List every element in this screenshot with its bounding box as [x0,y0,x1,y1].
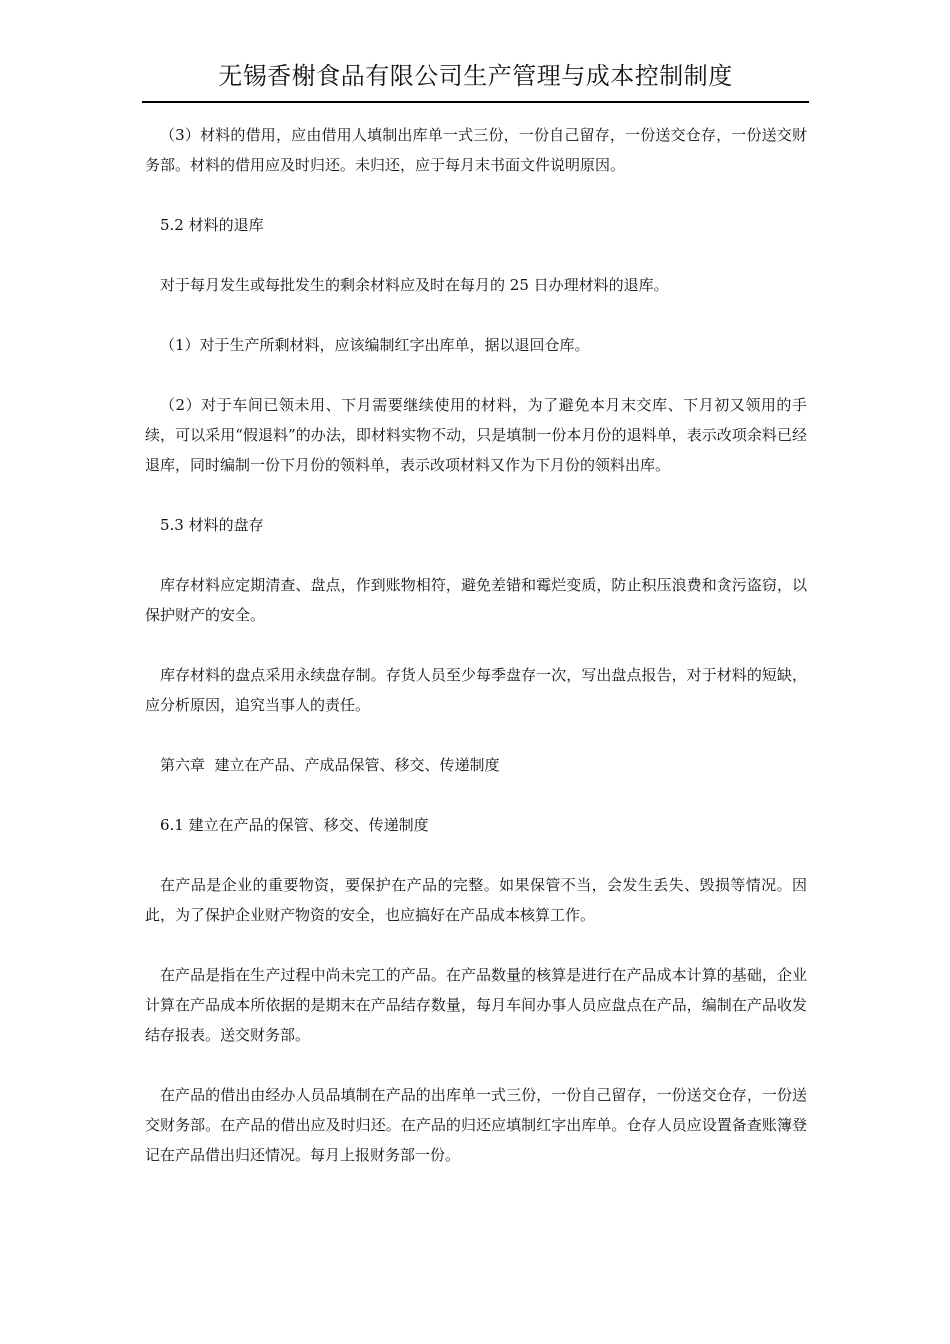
paragraph-wip-importance: 在产品是企业的重要物资，要保护在产品的完整。如果保管不当，会发生丢失、毁损等情况。因此，为了保护企业财产物资的安全，也应搞好在产品成本核算工作。 [145,876,807,924]
paragraph-perpetual-inventory: 库存材料的盘点采用永续盘存制。存货人员至少每季盘存一次，写出盘点报告，对于材料的短缺，应分析原因，追究当事人的责任。 [145,666,807,714]
section-heading-5-2: 5.2 材料的退库 [160,216,264,234]
paragraph-return-item-1: （1）对于生产所剩材料，应该编制红字出库单，据以退回仓库。 [160,336,590,354]
paragraph-wip-lending: 在产品的借出由经办人员品填制在产品的出库单一式三份，一份自己留存，一份送交仓存，一份送交财务部。在产品的借出应及时归还。在产品的归还应填制红字出库单。仓存人员应设置备查账簿登记在产品借出归还情况。每月上报财务部一份。 [145,1086,807,1164]
chapter-heading-6: 第六章 建立在产品、产成品保管、移交、传递制度 [160,756,500,774]
paragraph-inventory-check: 库存材料应定期清查、盘点，作到账物相符，避免差错和霉烂变质，防止积压浪费和贪污盗窃，以保护财产的安全。 [145,576,807,624]
paragraph-return-intro: 对于每月发生或每批发生的剩余材料应及时在每月的 25 日办理材料的退库。 [160,276,669,294]
paragraph-wip-definition: 在产品是指在生产过程中尚未完工的产品。在产品数量的核算是进行在产品成本计算的基础，企业计算在产品成本所依据的是期末在产品结存数量，每月车间办事人员应盘点在产品，编制在产品收发结存报表。送交财务部。 [145,966,807,1044]
paragraph-return-item-2: （2）对于车间已领未用、下月需要继续使用的材料，为了避免本月末交库、下月初又领用的手续，可以采用“假退料”的办法，即材料实物不动，只是填制一份本月份的退料单，表示改项余料已经退库，同时编制一份下月份的领料单，表示改项材料又作为下月份的领料出库。 [145,396,807,474]
section-heading-6-1: 6.1 建立在产品的保管、移交、传递制度 [160,816,429,834]
page-title: 无锡香榭食品有限公司生产管理与成本控制制度 [218,62,733,90]
section-heading-5-3: 5.3 材料的盘存 [160,516,264,534]
paragraph-material-borrowing: （3）材料的借用，应由借用人填制出库单一式三份，一份自己留存，一份送交仓存，一份送交财务部。材料的借用应及时归还。未归还，应于每月末书面文件说明原因。 [145,126,807,174]
header-divider [142,101,809,103]
document-body [145,120,807,1200]
